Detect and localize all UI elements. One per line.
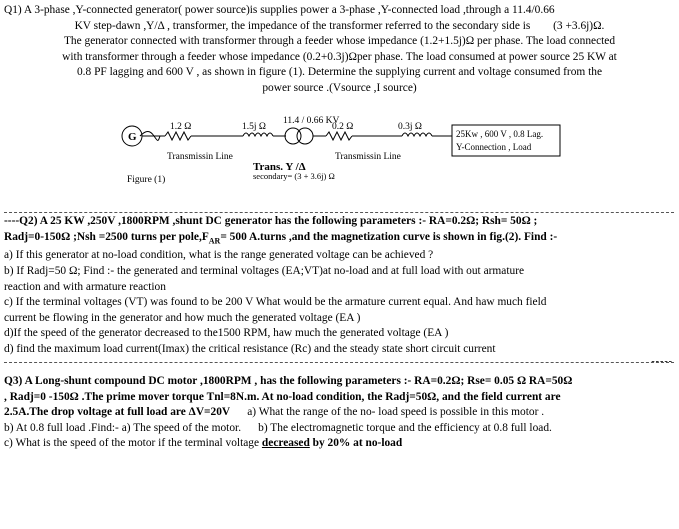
transmission-line-2-label: Transmissin Line — [335, 152, 401, 162]
q2-part-b-line-2: reaction and with armature reaction — [4, 280, 166, 293]
q1-line-2-text: KV step-dawn ,Y/Δ , transformer, the impedance of the transformer referred to the secondary side is — [74, 19, 531, 32]
load-connection: Y-Connection , Load — [456, 142, 532, 152]
question-1 — [4, 3, 675, 97]
figure-caption: Figure (1) — [127, 175, 166, 185]
q3-line-4 — [4, 421, 675, 437]
q2-part-c-line-1: c) If the terminal voltages (VT) was found to be 200 V What would be the armature current equal. And haw much field — [4, 296, 547, 309]
q2-part-d-line-2: d) find the maximum load current(Imax) the critical resistance (Rc) and the steady state short circuit current — [4, 343, 496, 356]
question-2 — [4, 214, 675, 358]
q2-line-2 — [4, 230, 675, 249]
transformer-secondary-impedance: secondary= (3 + 3.6j) Ω — [253, 171, 335, 181]
q2-line-1-text: ----Q2) A 25 KW ,250V ,1800RPM ,shunt DC generator has the following parameters :- RA=0.2Ω; Rsh= 50Ω ; — [4, 215, 538, 227]
q1-line-1: Q1) A 3-phase ,Y-connected generator( power source)is supplies power a 3-phase ,Y-connected load ,through a 11.4/0.66 — [4, 4, 555, 16]
q3-line-3 — [4, 405, 675, 421]
transformer-primary-coil — [285, 128, 301, 144]
q3-line-4-text-a: b) At 0.8 full load .Find:- a) The speed of the motor. — [4, 421, 242, 434]
load-rating: 25Kw , 600 V , 0.8 Lag. — [456, 129, 544, 139]
z1-label: 1.2 Ω — [170, 122, 192, 132]
q2-far-subscript: AR — [208, 235, 221, 245]
transformer-secondary-coil — [297, 128, 313, 144]
q3-line-3-text-b: a) What the range of the no- load speed is possible in this motor . — [247, 406, 545, 419]
q2-line-2-text-a: Radj=0-150Ω ;Nsh =2500 turns per pole,F — [4, 230, 209, 243]
q2-part-c-line-2: current be flowing in the generator and how much the generated voltage (EA ) — [4, 311, 361, 324]
q2-part-d-line-1: d)If the speed of the generator decreased to the1500 RPM, haw much the generated voltage (EA ) — [4, 327, 449, 340]
q3-line-1-text: Q3) A Long-shunt compound DC motor ,1800RPM , has the following parameters :- RA=0.2Ω; Rse= 0.05 Ω RA=50Ω — [4, 375, 573, 387]
q3-line-5-text-a: c) What is the speed of the motor if the terminal voltage — [4, 437, 260, 450]
q3-line-5-text-c: by 20% at no-load — [312, 437, 403, 450]
transformer-rating: 11.4 / 0.66 KV — [283, 116, 340, 126]
q3-line-2-text: , Radj=0 -150Ω .The prime mover torque Tnl=8N.m. At no-load condition, the Radj=50Ω, and the field current are — [4, 390, 561, 403]
q1-line-6: power source .(Vsource ,I source) — [262, 81, 417, 94]
question-3 — [4, 374, 675, 452]
q3-line-3-text-a: 2.5A.The drop voltage at full load are ΔV=20V — [4, 406, 231, 419]
q1-line-3: The generator connected with transformer through a feeder whose impedance (1.2+1.5j)Ω per phase. The load connected — [63, 35, 616, 48]
transmission-line-1-label: Transmissin Line — [167, 152, 233, 162]
q2-line-1 — [4, 214, 675, 230]
q3-line-4-text-b: b) The electromagnetic torque and the efficiency at 0.8 full load. — [258, 421, 552, 434]
q3-line-5 — [4, 436, 675, 452]
resistor-1-icon — [165, 132, 191, 140]
q3-line-5-decreased: decreased — [261, 437, 310, 450]
q1-line-4: with transformer through a feeder whose impedance (0.2+0.3j)Ωper phase. The load consumed at power source 25 KW at — [62, 50, 617, 63]
z4-label: 0.3j Ω — [398, 122, 422, 132]
divider-2 — [4, 362, 674, 363]
q3-dashes: ----- — [651, 356, 673, 367]
q2-part-b-line-1: b) If Radj=50 Ω; Find :- the generated and terminal voltages (EA;VT)at no-load and at full load with out armature — [4, 265, 525, 278]
transformer-name: Trans. Y /Δ — [253, 161, 306, 173]
figure-1-circuit-diagram — [0, 108, 679, 198]
q2-line-2-text-b: = 500 A.turns ,and the magnetization curve is shown in fig.(2). Find :- — [220, 230, 558, 243]
q2-part-a: a) If this generator at no-load condition, what is the range generated voltage can be achieved ? — [4, 249, 434, 262]
resistor-2-icon — [326, 132, 352, 140]
q3-line-1 — [4, 374, 675, 390]
generator-label: G — [128, 131, 137, 143]
q3-line-2 — [4, 390, 675, 406]
q1-line-2 — [4, 19, 675, 35]
inductor-2-icon — [402, 133, 432, 136]
z2-label: 1.5j Ω — [242, 122, 266, 132]
divider-1 — [4, 212, 674, 213]
q1-line-2-impedance: (3 +3.6j)Ω. — [553, 19, 605, 32]
q1-line-5: 0.8 PF lagging and 600 V , as shown in figure (1). Determine the supplying current and voltage consumed from the — [76, 66, 603, 79]
z3-label: 0.2 Ω — [332, 122, 354, 132]
inductor-1-icon — [243, 133, 273, 136]
